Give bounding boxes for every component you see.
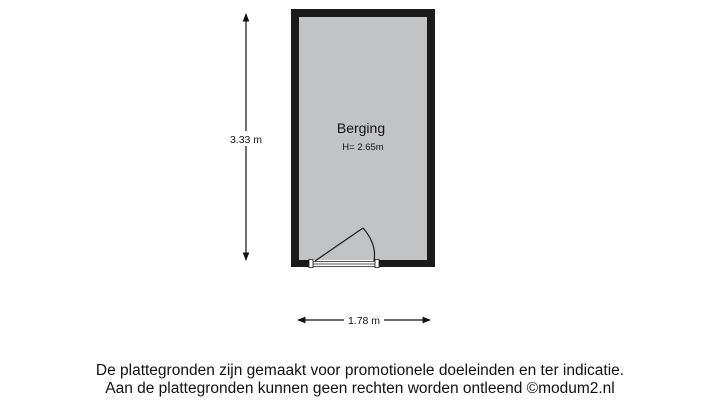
vertical-dimension-label: 3.33 m — [229, 134, 263, 146]
horizontal-dimension — [298, 313, 430, 328]
door-jamb-left — [309, 260, 313, 268]
room-floor — [299, 17, 427, 260]
disclaimer-line-1: De plattegronden zijn gemaakt voor promotionele doeleinden en ter indicatie. — [95, 362, 625, 379]
room-height: H= 2.65m — [342, 142, 384, 153]
vertical-dimension — [226, 14, 266, 260]
door-jamb-right — [375, 260, 379, 268]
door-opening — [311, 260, 378, 267]
room-name: Berging — [336, 120, 386, 136]
disclaimer-line-2: Aan de plattegronden kunnen geen rechten worden ontleend ©modum2.nl — [105, 380, 615, 397]
horizontal-dimension-label: 1.78 m — [347, 315, 381, 327]
